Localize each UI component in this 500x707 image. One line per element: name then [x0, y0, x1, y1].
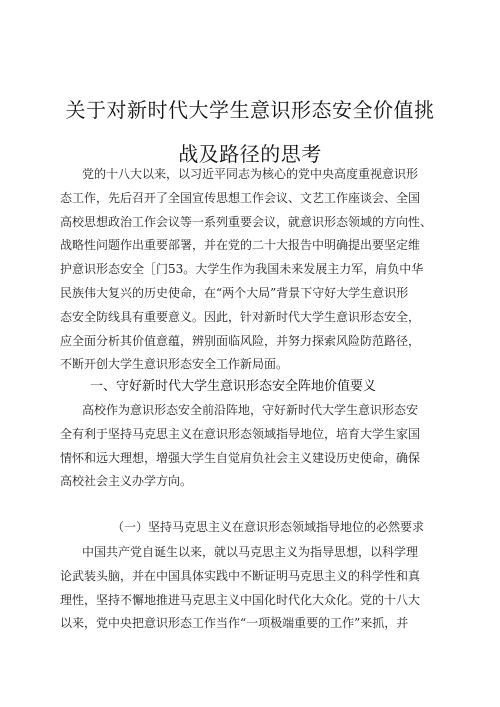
- paragraph-line: 以来，党中央把意识形态工作当作“一项极端重要的工作”来抓，并: [60, 616, 409, 631]
- paragraph-line: 情怀和远大理想，增强大学生自觉肩负社会主义建设历史使命，确保: [60, 450, 421, 465]
- paragraph-line: 高校社会主义办学方向。: [60, 474, 193, 489]
- section-heading: 一、守好新时代大学生意识形态安全阵地价值要义: [90, 379, 377, 394]
- subsection-paragraph: [60, 541, 440, 636]
- paragraph-line: 态工作，先后召开了全国宣传思想工作会议、文艺工作座谈会、全国: [60, 190, 421, 205]
- paragraph-line: 民族伟大复兴的历史使命，在“两个大局”背景下守好大学生意识形: [60, 285, 409, 300]
- paragraph-line: 高校思想政治工作会议等一系列重要会议，就意识形态领域的方向性、: [60, 214, 433, 229]
- paragraph-line: 全有利于坚持马克思主义在意识形态领域指导地位，培育大学生家国: [60, 426, 421, 441]
- paragraph-line: 高校作为意识形态安全前沿阵地，守好新时代大学生意识形态安: [82, 403, 419, 417]
- paragraph-line: 党的十八大以来，以习近平同志为核心的党中央高度重视意识形: [82, 167, 419, 181]
- paragraph-line: 战略性问题作出重要部署，并在党的二十大报告中明确提出要坚定维: [60, 238, 421, 253]
- paragraph-line: 论武装头脑，并在中国具体实践中不断证明马克思主义的科学性和真: [60, 568, 421, 583]
- title-line-1: 关于对新时代大学生意识形态安全价值挑: [65, 98, 435, 122]
- paragraph-line: 护意识形态安全［门53。大学生作为我国未来发展主力军，肩负中华: [60, 262, 424, 277]
- paragraph-line: 态安全防线具有重要意义。因此，针对新时代大学生意识形态安全，: [60, 309, 421, 324]
- paragraph-line: 理性，坚持不懈地推进马克思主义中国化时代化大众化。党的十八大: [60, 592, 421, 607]
- paragraph-line: 不断开创大学生意识形态安全工作新局面。: [60, 357, 289, 372]
- intro-paragraph: [60, 163, 440, 377]
- title-line-2: 战及路径的思考: [178, 142, 322, 166]
- paragraph-line: 中国共产党自诞生以来，就以马克思主义为指导思想，以科学理: [82, 545, 419, 559]
- subsection-heading: （一）坚持马克思主义在意识形态领域指导地位的必然要求: [112, 520, 425, 534]
- section-paragraph: [60, 399, 440, 494]
- paragraph-line: 应全面分析其价值意蕴，辨别面临风险，并努力探索风险防范路径，: [60, 333, 421, 348]
